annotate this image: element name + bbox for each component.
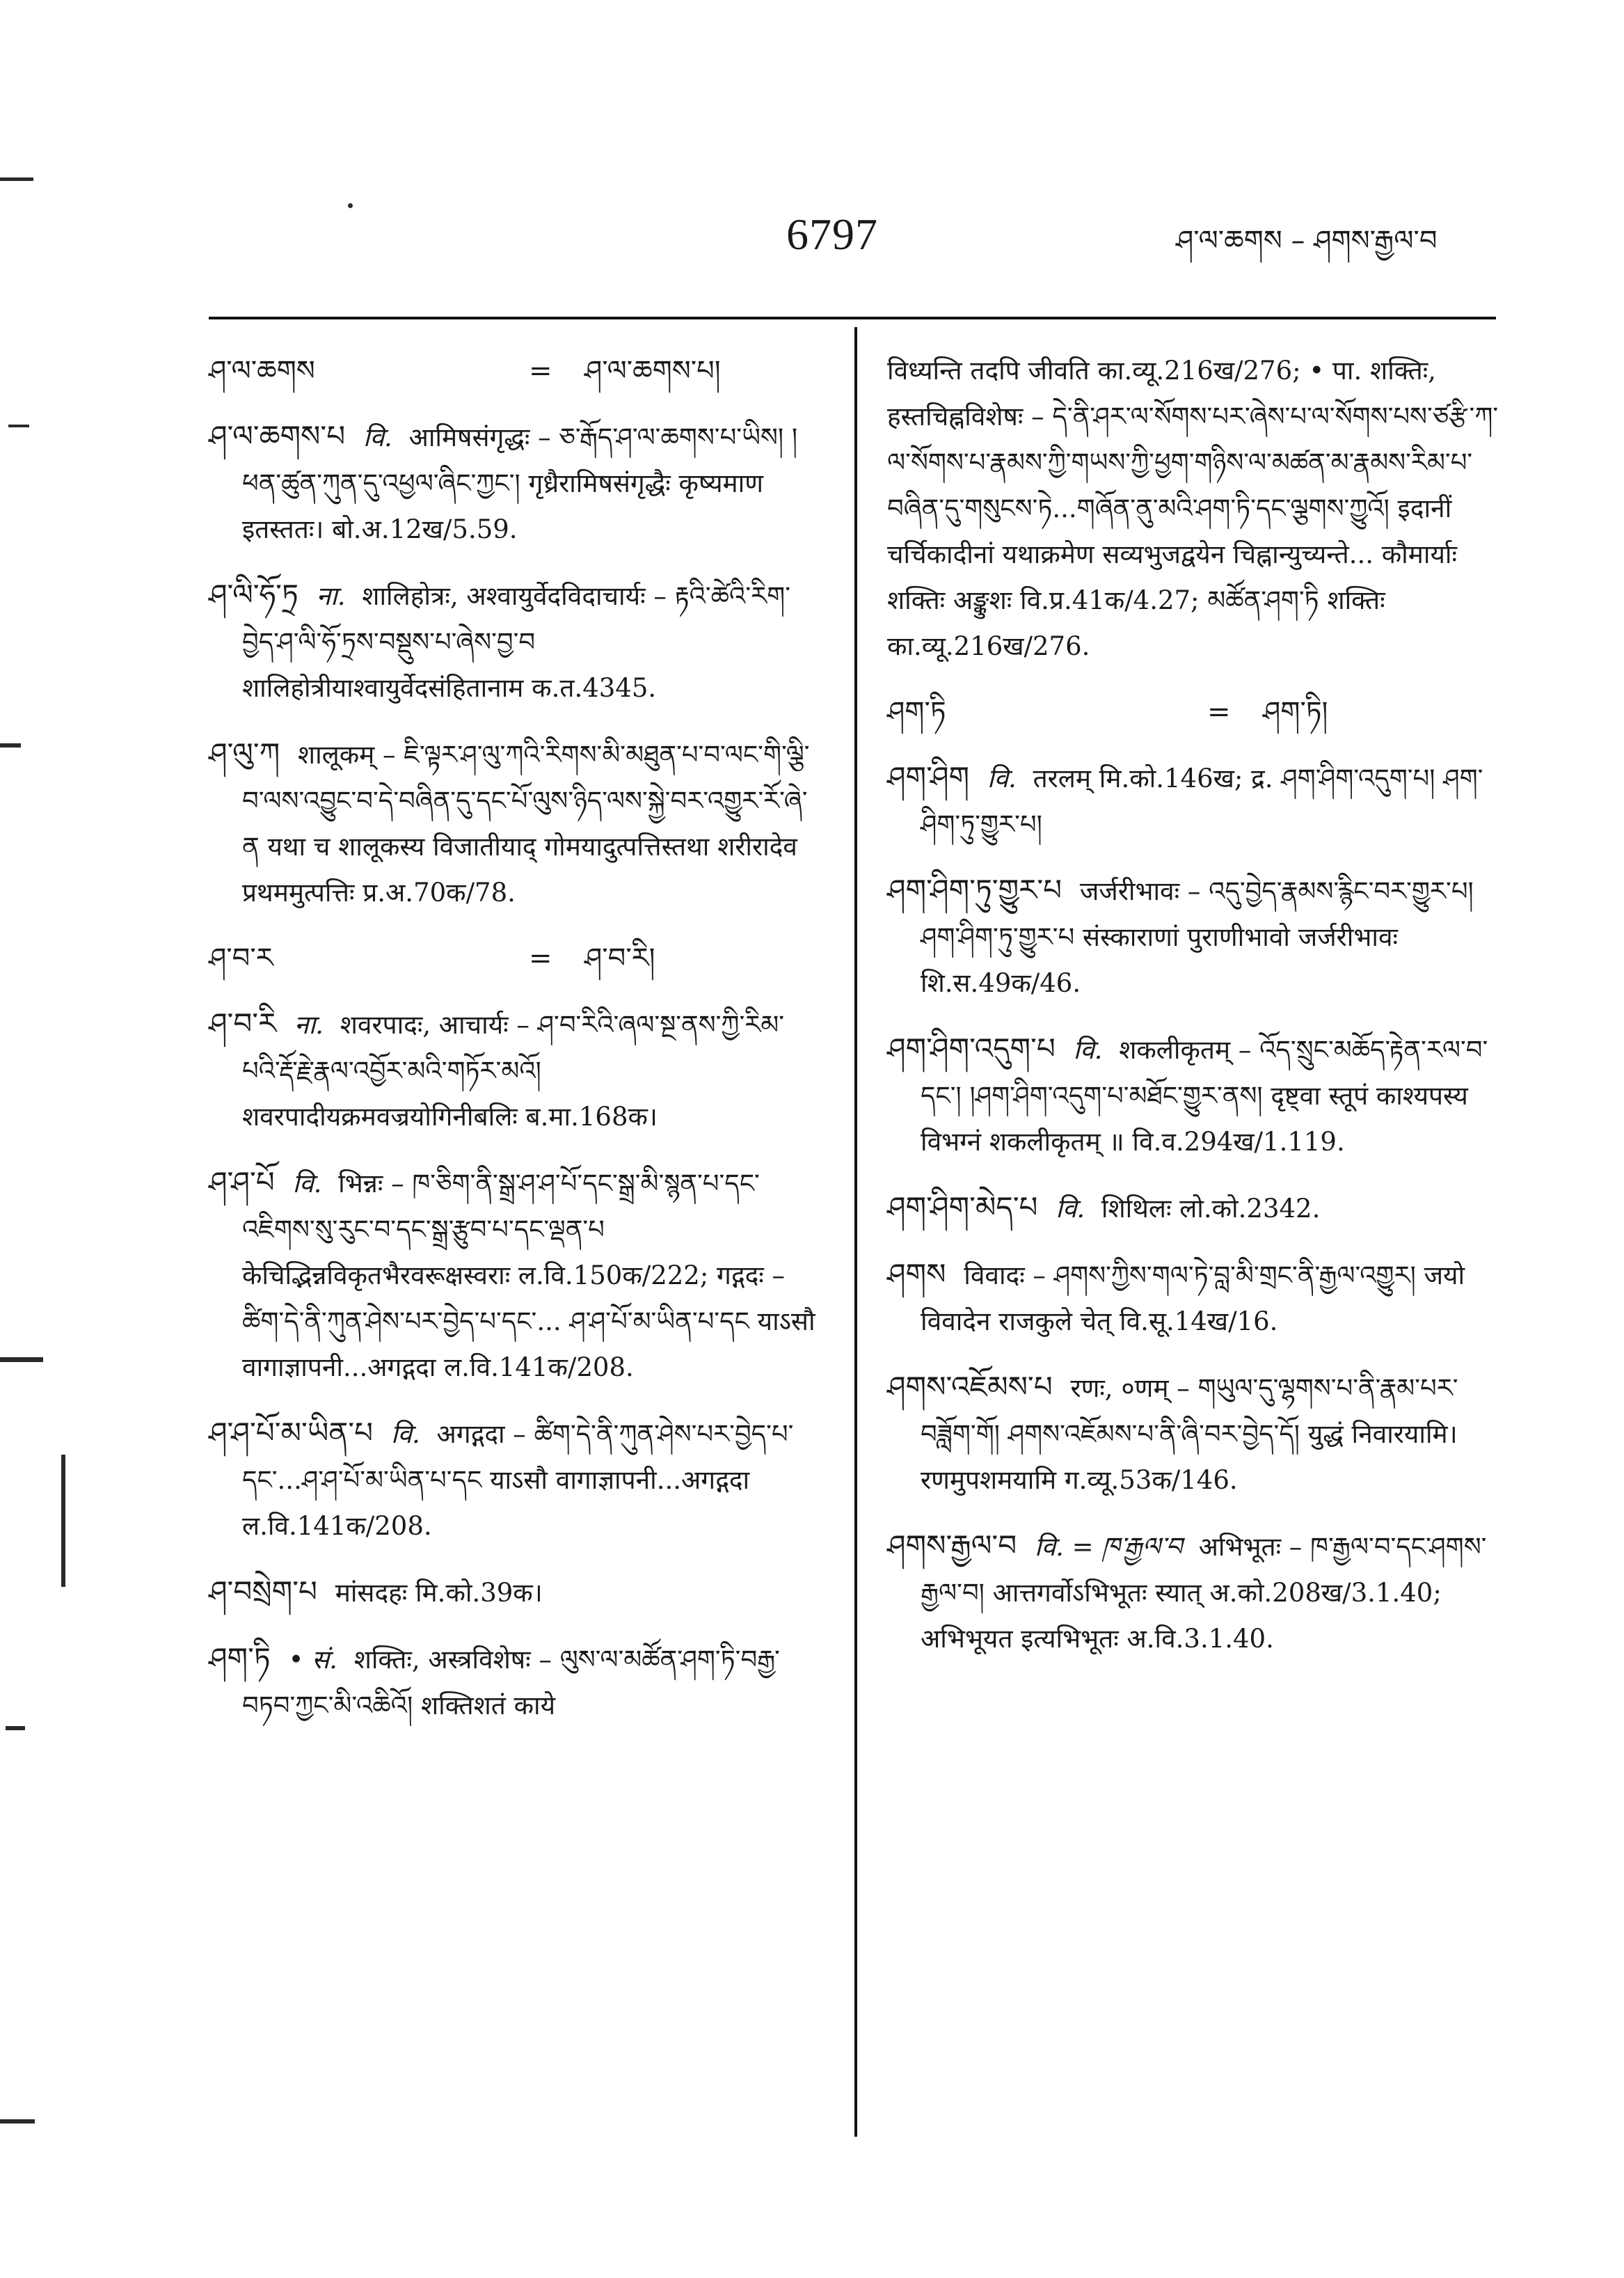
entry-body: रणः, ०णम् – གཡུལ་དུ་ལྷགས་པ་ནི་རྣམ་པར་བཟློག་གོ། ཤགས་འཇོམས་པ་ནི་ཞི་བར་བྱེད་དོ། युद्धं निवारयामि। रणमुपशमयामि ग.व्यू.53क/146. [921, 1373, 1458, 1495]
dictionary-entry [209, 1410, 821, 1549]
headword: ཤགས་རྒྱལ་བ [887, 1528, 1017, 1563]
entry-continuation: विध्यन्ति तदपि जीवति का.व्यू.216ख/276; • पा. शक्तिः, हस्तचिह्नविशेषः – དེ་ནི་ཤར་ལ་སོགས་པར་ཞེས་པ་ལ་སོགས་པས་ཙརྩི་ཀ་ལ་སོགས་པ་རྣམས་ཀྱི་གཡས་ཀྱི་ཕྱག་གཉིས་ལ་མཚན་མ་རྣམས་རིམ་པ་བཞིན་དུ་གསུངས་ཏེ...གཞོན་ནུ་མའི་ཤག་ཏི་དང་ལྕགས་ཀྱུའོ། इदानीं चर्चिकादीनां यथाक्रमेण सव्यभुजद्वयेन चिह्नान्युच्यन्ते... कौमार्याः शक्तिः अङ्कुशः वि.प्र.41क/4.27; མཚོན་ཤག་ཏི शक्तिः का.व्यू.216ख/276. [887, 356, 1499, 661]
header-rule [209, 317, 1496, 319]
scan-mark [348, 203, 353, 208]
scan-mark [61, 1455, 65, 1587]
grammar-label: वि. [1056, 1194, 1085, 1224]
headword: ཤ་ཤ་པོ་མ་ཡིན་པ [209, 1416, 374, 1450]
headword: ཤ་བསྲེག་པ [209, 1574, 317, 1608]
grammar-label: वि. [987, 764, 1017, 793]
grammar-label: ना. [316, 581, 346, 611]
entry-body: तरलम् मि.को.146ख; द्र. ཤག་ཤིག་འདུག་པ། ཤག་ཤིག་ཏུ་གྱུར་པ། [921, 764, 1483, 839]
entry-body: अगद्गदा – ཚིག་དེ་ནི་ཀུན་ཤེས་པར་བྱེད་པ་དང་...ཤ་ཤ་པོ་མ་ཡིན་པ་དང याऽसौ वागाज्ञापनी...अगद्गदा ल.वि.141क/208. [242, 1419, 794, 1541]
dictionary-entry [209, 348, 821, 394]
entry-body: जर्जरीभावः – འདུ་བྱེད་རྣམས་རྙིང་བར་གྱུར་པ། ཤག་ཤིག་ཏུ་གྱུར་པ संस्काराणां पुराणीभावो जर्जरीभावः शि.स.49क/46. [921, 876, 1474, 998]
grammar-label: • सं. [288, 1645, 337, 1675]
entry-body: भिन्नः – ཁ་ཅིག་ནི་སྒྲ་ཤ་ཤ་པོ་དང་སྒྲ་མི་སྙན་པ་དང་འཇིགས་སུ་རུང་བ་དང་སྒྲ་རྩུབ་པ་དང་ལྡན་པ केचिद्भिन्नविकृतभैरवरूक्षस्वराः ल.वि.150क/222; गद्गदः – ཚིག་དེ་ནི་ཀུན་ཤེས་པར་བྱེད་པ་དང་... ཤ་ཤ་པོ་མ་ཡིན་པ་དང याऽसौ वागाज्ञापनी...अगद्गदा ल.वि.141क/208. [242, 1169, 815, 1382]
column-divider [854, 327, 857, 2137]
equals-sign: = [529, 355, 552, 387]
cross-reference: ཤ་བ་རི། [584, 942, 655, 974]
dictionary-entry [887, 1185, 1499, 1232]
headword: ཤ་བ་རི [209, 1006, 277, 1041]
scan-mark [0, 2119, 35, 2123]
entry-body: मांसदहः मि.को.39क। [335, 1578, 543, 1608]
scan-mark [0, 1357, 43, 1362]
scan-mark [0, 743, 21, 748]
headword: ཤག་ཤིག་འདུག་པ [887, 1031, 1056, 1066]
dictionary-entry [887, 1251, 1499, 1345]
scan-mark [0, 177, 33, 181]
dictionary-entry [209, 731, 821, 916]
headword: ཤག་ཤིག [887, 760, 970, 794]
entry-body: शालूकम् – ཇི་ལྟར་ཤ་ལུ་ཀའི་རིགས་མི་མཐུན་པ་བ་ལང་གི་ལྕི་བ་ལས་འབྱུང་བ་དེ་བཞིན་དུ་དང་པོ་ལུས་ཉིད་ལས་སྐྱེ་བར་འགྱུར་རོ་ཞེ་ན यथा च शालूकस्य विजातीयाद् गोमयादुत्पत्तिस्तथा शरीरादेव प्रथममुत्पत्तिः प्र.अ.70क/78. [242, 740, 810, 908]
scan-mark [8, 425, 29, 427]
equals-sign: = [529, 942, 552, 974]
scan-mark [6, 1726, 25, 1730]
dictionary-entry [887, 689, 1499, 735]
grammar-label: वि. [292, 1169, 322, 1199]
grammar-label: वि. = ཁ་རྒྱལ་བ [1034, 1532, 1182, 1562]
headword: ཤ་ལི་ཧོ་ཏྲ [209, 578, 298, 612]
entry-body: अभिभूतः – ཁ་རྒྱལ་བ་དང་ཤགས་རྒྱལ་བ། आत्तगर्वोऽभिभूतः स्यात् अ.को.208ख/3.1.40; अभिभूयत इत्यभिभूतः अ.वि.3.1.40. [921, 1532, 1487, 1654]
dictionary-entry [209, 1160, 821, 1391]
headword: ཤ་ལུ་ཀ [209, 736, 280, 770]
entry-body: शिथिलः लो.को.2342. [1101, 1194, 1321, 1224]
dictionary-entry [887, 1026, 1499, 1165]
left-column [209, 348, 821, 1748]
headword: ཤ་ལ་ཆགས [209, 355, 315, 387]
headword: ཤག་ཤིག་མེད་པ [887, 1190, 1038, 1224]
right-column [887, 348, 1499, 1682]
grammar-label: ना. [294, 1010, 324, 1040]
dictionary-entry [887, 754, 1499, 848]
headword: ཤ་ཤ་པོ [209, 1165, 275, 1199]
running-head: ཤ་ལ་ཆགས – ཤགས་རྒྱལ་བ [1176, 225, 1438, 257]
grammar-label: वि. [1073, 1035, 1103, 1065]
entry-body: शकलीकृतम् – འོད་སྲུང་མཆོད་རྟེན་རལ་བ་དང་། །ཤག་ཤིག་འདུག་པ་མཐོང་གྱུར་ནས། दृष्ट्वा स्तूपं काश्यपस्य विभग्नं शकलीकृतम् ॥ वि.व.294ख/1.119. [921, 1035, 1488, 1157]
headword: ཤགས་འཇོམས་པ [887, 1370, 1053, 1404]
headword: ཤ་བ་ར [209, 942, 273, 974]
dictionary-entry [209, 1569, 821, 1616]
dictionary-entry [209, 413, 821, 553]
dictionary-entry [887, 867, 1499, 1006]
headword: ཤ་ལ་ཆགས་པ [209, 419, 346, 453]
entry-body: शवरपादः, आचार्यः – ཤ་བ་རིའི་ཞལ་སྔ་ནས་ཀྱི་རིམ་པའི་རྡོ་རྗེ་རྣལ་འབྱོར་མའི་གཏོར་མའོ། शवरपादीयक्रमवज्रयोगिनीबलिः ब.मा.168क। [242, 1010, 785, 1132]
entry-body: विवादः – ཤགས་ཀྱིས་གལ་ཏེ་བླ་མི་གྲང་ནི་རྒྱལ་འགྱུར། जयो विवादेन राजकुले चेत् वि.सू.14ख/16. [921, 1260, 1465, 1336]
headword: ཤག་ཤིག་ཏུ་གྱུར་པ [887, 873, 1062, 907]
grammar-label: वि. [390, 1419, 420, 1449]
cross-reference: ཤ་ལ་ཆགས་པ། [584, 355, 721, 387]
entry-body: शक्तिः, अस्त्रविशेषः – ལུས་ལ་མཚོན་ཤག་ཏི་བརྒྱ་བཏབ་ཀྱང་མི་འཆིའོ། शक्तिशतं काये [242, 1645, 780, 1721]
dictionary-entry [209, 572, 821, 711]
headword: ཤག་ཏི [209, 1641, 271, 1675]
page-number: 6797 [786, 209, 878, 259]
entry-body: आमिषसंगृद्धः – ཅ་རྒོད་ཤ་ལ་ཆགས་པ་ཡིས། །ཕན་ཚུན་ཀུན་དུ་འཕྱལ་ཞིང་ཀྱང་། गृध्रैरामिषसंगृद्धैः कृष्यमाण इतस्ततः। बो.अ.12ख/5.59. [242, 422, 798, 544]
cross-reference: ཤག་ཏི། [1263, 696, 1328, 728]
dictionary-entry [887, 1364, 1499, 1503]
headword: ཤགས [887, 1257, 946, 1291]
grammar-label: वि. [363, 422, 392, 452]
dictionary-entry [209, 1636, 821, 1729]
entry-body: शालिहोत्रः, अश्वायुर्वेदविदाचार्यः – རྟའི་ཚེའི་རིག་བྱེད་ཤ་ལི་ཧོ་ཏྲས་བསྡུས་པ་ཞེས་བྱ་བ शालिहोत्रीयाश्वायुर्वेदसंहितानाम क.त.4345. [242, 581, 790, 703]
equals-sign: = [1207, 696, 1231, 728]
dictionary-entry [209, 935, 821, 981]
dictionary-entry [209, 1001, 821, 1140]
dictionary-entry [887, 1523, 1499, 1662]
headword: ཤག་ཏི [887, 696, 946, 728]
